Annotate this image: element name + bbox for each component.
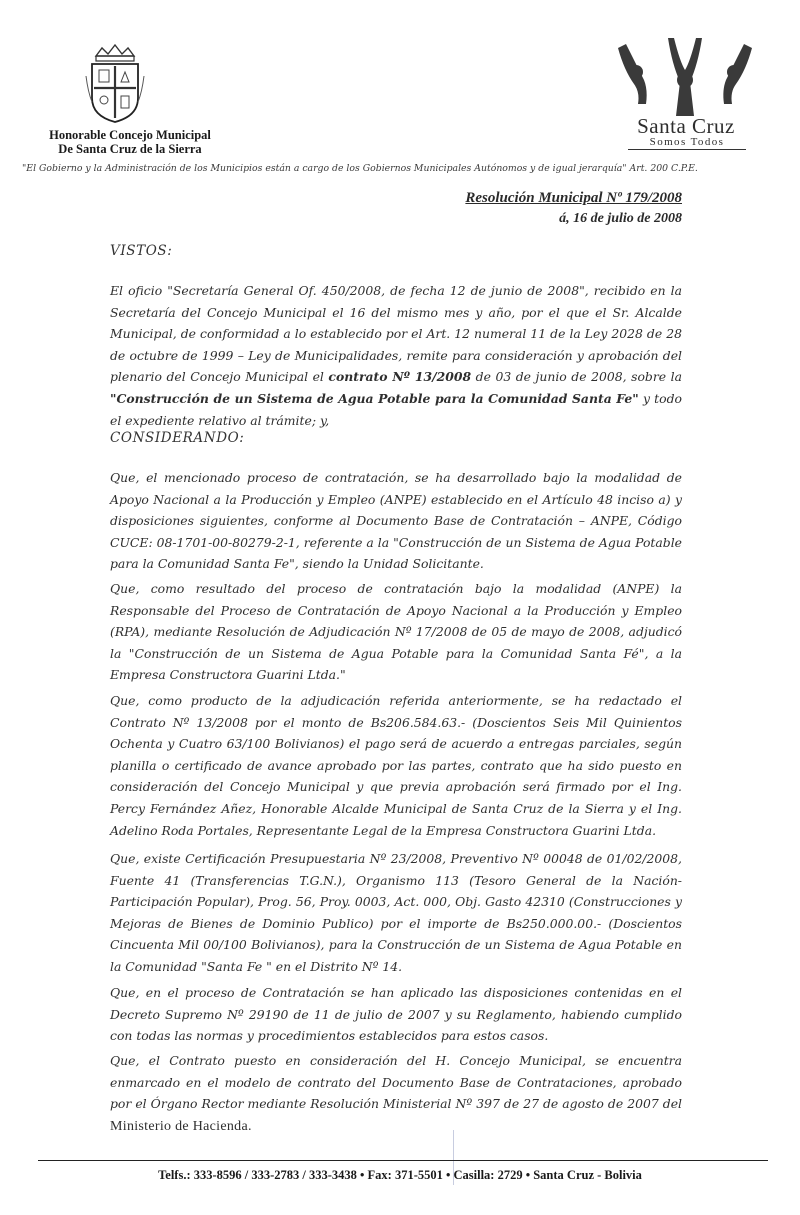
considerando-paragraph-6-text: Que, el Contrato puesto en consideración del H. Concejo Municipal, se encuentra enmarcado en el modelo de contrato del Documento Base de Contrataciones, aprobado por el Órgano Rector mediante Resolución Ministerial Nº 397 de 27 de agosto de 2007 del bbox=[110, 1053, 682, 1112]
council-name-line2: De Santa Cruz de la Sierra bbox=[58, 142, 202, 156]
vistos-text-a: El oficio "Secretaría General Of. 450/2008, de fecha 12 de junio de 2008", recibido en la Secretaría del Concejo Municipal el 16 del mismo mes y año, por el que el Sr. Alcalde Municipal, de conformidad a lo establecido por el Art. 12 numeral 11 de la Ley 2028 de 28 de octubre de 1999 – Ley de Municipalidades, remite para consideración y aprobación del plenario del Concejo Municipal el bbox=[110, 283, 682, 385]
considerando-paragraph-4: Que, existe Certificación Presupuestaria Nº 23/2008, Preventivo Nº 00048 de 01/02/2008, Fuente 41 (Transferencias T.G.N.), Organismo 113 (Tesoro General de la Nación-Participación Popular), Prog. 56, Proy. 0003, Act. 000, Obj. Gasto 42310 (Construcciones y Mejoras de Bienes de Dominio Publico) por el importe de Bs250.000.00.- (Doscientos Cincuenta Mil 00/100 Bolivianos), para la Construcción de un Sistema de Agua Potable en la Comunidad "Santa Fe " en el Distrito Nº 14. bbox=[110, 851, 682, 974]
considerando-paragraph-3: Que, como producto de la adjudicación referida anteriormente, se ha redactado el Contrato Nº 13/2008 por el monto de Bs206.584.63.- (Doscientos Seis Mil Quinientos Ochenta y Cuatro 63/100 Bolivianos) el pago será de acuerdo a entregas parciales, según planilla o certificado de avance aprobado por las partes, contrato que ha sido puesto en consideración del Concejo Municipal y que previa aprobación será firmado por el Ing. Percy Fernández Añez, Honorable Alcalde Municipal de Santa Cruz de la Sierra y el Ing. Adelino Roda Portales, Representante Legal de la Empresa Constructora Guarini Ltda. bbox=[110, 693, 682, 838]
santa-cruz-figures-logo bbox=[610, 34, 760, 122]
considerando-heading: CONSIDERANDO: bbox=[110, 430, 245, 446]
constitutional-motto: "El Gobierno y la Administración de los Municipios están a cargo de los Gobiernos Municipales Autónomos y de igual jerarquía" Art. 200 C.P.E. bbox=[22, 163, 698, 174]
considerando-paragraph-5: Que, en el proceso de Contratación se han aplicado las disposiciones contenidas en el Decreto Supremo Nº 29190 de 11 de julio de 2007 y su Reglamento, habiendo cumplido con todas las normas y procedimientos establecidos para estos casos. bbox=[110, 985, 682, 1044]
contract-number: contrato Nº 13/2008 bbox=[328, 369, 472, 385]
vistos-heading: VISTOS: bbox=[110, 243, 173, 259]
footer-divider bbox=[38, 1160, 768, 1161]
ministry-name: Ministerio de Hacienda. bbox=[110, 1118, 252, 1134]
council-name bbox=[20, 128, 240, 156]
logo-subtitle: Somos Todos bbox=[628, 136, 746, 150]
vistos-text-b: de 03 de junio de 2008, sobre la bbox=[471, 369, 682, 385]
coat-of-arms-emblem bbox=[84, 42, 146, 126]
vistos-paragraph bbox=[110, 280, 682, 431]
footer-contact: Telfs.: 333-8596 / 333-2783 / 333-3438 • Fax: 371-5501 • Casilla: 2729 • Santa Cruz - Bolivia bbox=[158, 1168, 642, 1182]
council-name-line1: Honorable Concejo Municipal bbox=[49, 128, 211, 142]
project-name: "Construcción de un Sistema de Agua Potable para la Comunidad Santa Fe" bbox=[110, 390, 639, 406]
resolution-date: á, 16 de julio de 2008 bbox=[559, 211, 682, 226]
considerando-paragraph-2: Que, como resultado del proceso de contratación bajo la modalidad (ANPE) la Responsable del Proceso de Contratación de Apoyo Nacional a la Producción y Empleo (RPA), mediante Resolución de Adjudicación Nº 17/2008 de 05 de mayo de 2008, adjudicó la "Construcción de un Sistema de Agua Potable para la Comunidad Santa Fé", a la Empresa Constructora Guarini Ltda." bbox=[110, 581, 682, 683]
logo-title: Santa Cruz bbox=[637, 114, 735, 138]
vistos-text-c: y todo el expediente relativo al trámite; y, bbox=[110, 390, 682, 428]
considerando-paragraph-6 bbox=[110, 1050, 682, 1137]
considerando-paragraph-1: Que, el mencionado proceso de contratación, se ha desarrollado bajo la modalidad de Apoyo Nacional a la Producción y Empleo (ANPE) establecido en el Artículo 48 inciso a) y disposiciones siguientes, conforme al Documento Base de Contratación – ANPE, Código CUCE: 08-1701-00-80279-2-1, referente a la "Construcción de un Sistema de Agua Potable para la Comunidad Santa Fe", siendo la Unidad Solicitante. bbox=[110, 470, 682, 572]
resolution-title: Resolución Municipal Nº 179/2008 bbox=[465, 190, 682, 206]
